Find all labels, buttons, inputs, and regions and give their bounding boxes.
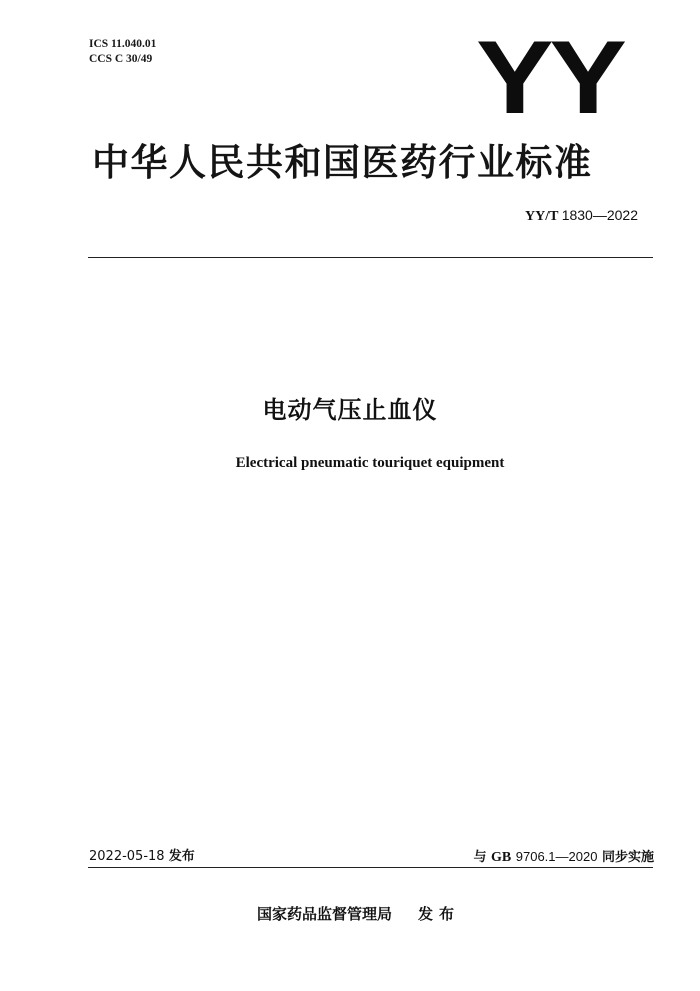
issue-date-suffix: 发布 [168,849,195,864]
impl-suffix: 同步实施 [601,850,654,865]
issue-date [89,848,195,866]
publisher-line [257,904,460,924]
publish-action: 发布 [418,905,461,923]
header-divider [88,257,653,258]
ics-code: ICS 11.040.01 [89,38,157,50]
ccs-code: CCS C 30/49 [89,53,153,65]
impl-prefix: 与 [473,850,487,865]
publisher-name: 国家药品监督管理局 [257,905,393,923]
issue-date-value: 2022-05-18 [89,849,165,864]
impl-reference: GB [491,850,512,865]
classification-codes [89,37,156,67]
standard-number [525,206,638,226]
document-title-chinese: 电动气压止血仪 [262,396,438,424]
org-title: 中华人民共和国医药行业标准 [92,141,593,184]
impl-reference-number: 9706.1—2020 [515,849,598,864]
standard-prefix: YY/T [525,209,559,224]
footer-divider [88,867,653,868]
document-title-english: Electrical pneumatic touriquet equipment [235,455,505,471]
yy-standard-logo: YY [476,20,623,136]
implementation-note [473,848,654,867]
standard-number-value: 1830—2022 [561,207,638,223]
